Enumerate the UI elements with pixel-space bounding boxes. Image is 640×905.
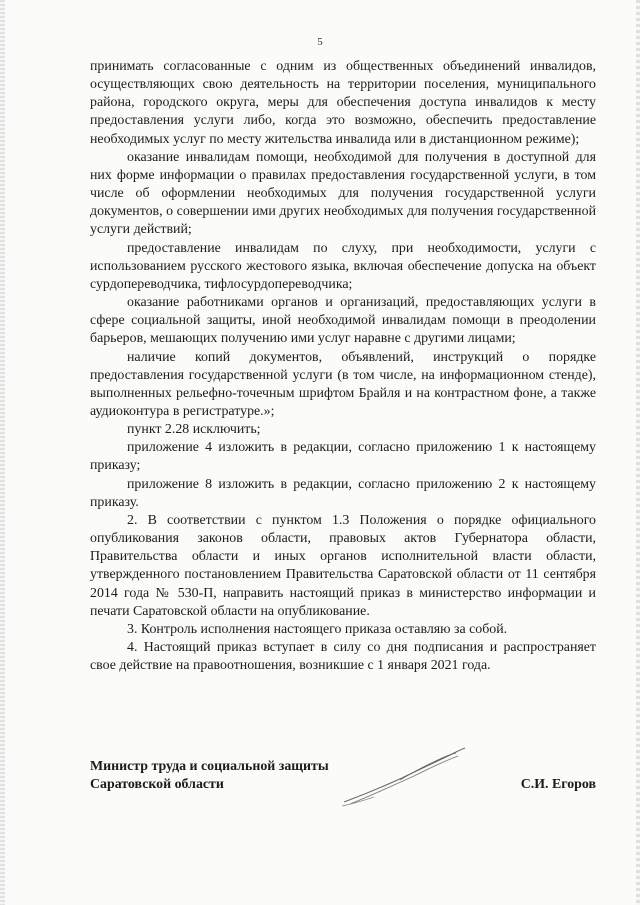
paragraph: приложение 4 изложить в редакции, согласно приложению 1 к настоящему приказу; — [90, 440, 596, 474]
paragraph-item-3: 3. Контроль исполнения настоящего приказа оставляю за собой. — [127, 621, 508, 637]
signatory-title-line: Министр труда и социальной защиты — [90, 759, 329, 774]
page-number: 5 — [317, 36, 323, 48]
paragraph-item-2: 2. В соответствии с пунктом 1.3 Положения о порядке официального опубликования законов области, правовых актов Губернатора области, Правительства области и иных органов исполнительной власти области, утвержденного постановлением Правительства Саратовской области от 11 сентября 2014 года № 530-П, направить настоящий приказ в министерство информации и печати Саратовской области на опубликование. — [90, 512, 596, 619]
paragraph: приложение 8 изложить в редакции, согласно приложению 2 к настоящему приказу. — [90, 476, 596, 510]
paragraph-item-4: 4. Настоящий приказ вступает в силу со дня подписания и распространяет свое действие на правоотношения, возникшие с 1 января 2021 года. — [90, 640, 596, 674]
paragraph-continuation: принимать согласованные с одним из общественных объединений инвалидов, осуществляющих свою деятельность на территории поселения, муниципального района, городского округа, меры для обеспечения доступа инвалидов к месту предоставления услуги либо, когда это возможно, обеспечить предоставление необходимых услуг по месту жительства инвалида или в дистанционном режиме); — [90, 59, 596, 147]
paragraph: пункт 2.28 исключить; — [127, 422, 261, 438]
paragraph: оказание работниками органов и организаций, предоставляющих услуги в сфере социальной защиты, иной необходимой инвалидам помощи в преодолении барьеров, мешающих получению ими услуг наравне с другими лицами; — [90, 295, 596, 347]
paragraph: оказание инвалидам помощи, необходимой для получения в доступной для них форме информации о правилах предоставления государственной услуги, в том числе об оформлении необходимых для получения государственной услуги документов, о совершении ими других необходимых для получения государственной услуги действий; — [90, 149, 596, 238]
paragraph: предоставление инвалидам по слуху, при необходимости, услуги с использованием русского жестового языка, включая обеспечение допуска на объект сурдопереводчика, тифлосурдопереводчика; — [90, 240, 596, 292]
handwritten-signature — [340, 744, 470, 814]
scan-edge-right — [636, 0, 640, 905]
scan-edge-left — [0, 0, 5, 905]
paragraph: наличие копий документов, объявлений, инструкций о порядке предоставления государственной услуги (в том числе, на информационном стенде), выполненных рельефно-точечным шрифтом Брайля и на контрастном фоне, а также аудиоконтура в регистратуре.»; — [90, 349, 596, 419]
signatory-title — [90, 758, 329, 794]
signatory-title-line: Саратовской области — [90, 777, 224, 792]
signature-block — [90, 758, 596, 818]
signatory-name: С.И. Егоров — [520, 777, 596, 792]
document-body — [90, 58, 596, 675]
